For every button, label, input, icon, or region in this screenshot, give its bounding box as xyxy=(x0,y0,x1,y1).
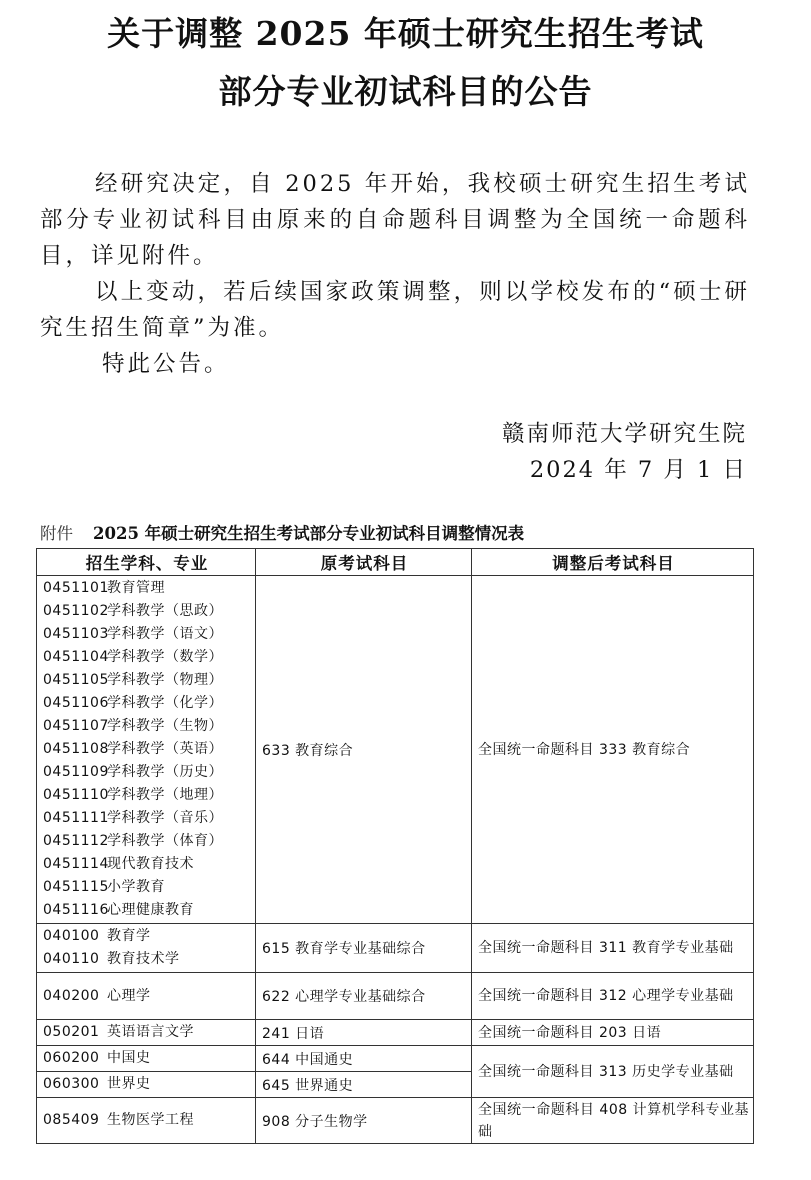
adjusted-subject-cell: 全国统一命题科目 408 计算机学科专业基础 xyxy=(472,1098,754,1144)
paragraph-policy-note: 以上变动，若后续国家政策调整，则以学校发布的“硕士研究生招生简章”为准。 xyxy=(40,279,750,341)
original-subject-cell: 622 心理学专业基础综合 xyxy=(256,973,472,1020)
major-item: 0451101教育管理 xyxy=(43,580,165,596)
adjusted-subject-cell: 全国统一命题科目 333 教育综合 xyxy=(472,576,754,924)
major-list xyxy=(37,576,256,924)
major-item: 0451111学科教学（音乐） xyxy=(43,810,223,826)
header-adjusted-subject: 调整后考试科目 xyxy=(472,549,754,576)
announcement-title-line-2: 部分专业初试科目的公告 xyxy=(218,72,593,111)
original-subject-cell: 615 教育学专业基础综合 xyxy=(256,924,472,973)
original-subject-cell: 644 中国通史 xyxy=(256,1046,472,1072)
major-item: 040100 教育学 xyxy=(43,928,151,944)
attachment-caption xyxy=(40,522,770,546)
major-cell xyxy=(37,1020,256,1046)
subject-adjustment-table xyxy=(36,548,754,1144)
paragraph-closing: 特此公告。 xyxy=(102,351,230,377)
major-item: 060200 中国史 xyxy=(43,1050,151,1066)
original-subject-cell: 645 世界通史 xyxy=(256,1072,472,1098)
adjusted-subject-cell: 全国统一命题科目 312 心理学专业基础 xyxy=(472,973,754,1020)
table-row xyxy=(37,576,754,924)
table-row xyxy=(37,973,754,1020)
announcement-title-line-1: 关于调整 2025 年硕士研究生招生考试 xyxy=(107,14,704,53)
original-subject-cell: 908 分子生物学 xyxy=(256,1098,472,1144)
adjusted-subject-cell: 全国统一命题科目 313 历史学专业基础 xyxy=(472,1046,754,1098)
original-subject-cell: 241 日语 xyxy=(256,1020,472,1046)
major-item: 0451114现代教育技术 xyxy=(43,856,194,872)
major-item: 060300 世界史 xyxy=(43,1076,151,1092)
paragraph-decision: 经研究决定，自 2025 年开始，我校硕士研究生招生考试部分专业初试科目由原来的自命题科目调整为全国统一命题科目，详见附件。 xyxy=(40,171,750,269)
major-item: 0451102学科教学（思政） xyxy=(43,603,223,619)
major-cell xyxy=(37,1072,256,1098)
header-major: 招生学科、专业 xyxy=(37,549,256,576)
major-item: 0451112学科教学（体育） xyxy=(43,833,223,849)
table-row xyxy=(37,1098,754,1144)
original-subject-cell: 633 教育综合 xyxy=(256,576,472,924)
major-item: 085409 生物医学工程 xyxy=(43,1112,194,1128)
major-cell xyxy=(37,1098,256,1144)
adjusted-subject-cell: 全国统一命题科目 203 日语 xyxy=(472,1020,754,1046)
major-item: 0451104学科教学（数学） xyxy=(43,649,223,665)
major-item: 050201 英语语言文学 xyxy=(43,1024,194,1040)
adjusted-subject-cell: 全国统一命题科目 311 教育学专业基础 xyxy=(472,924,754,973)
major-list xyxy=(37,924,256,973)
major-item: 040200 心理学 xyxy=(43,987,151,1004)
table-row xyxy=(37,1046,754,1072)
table-row xyxy=(37,1020,754,1046)
signature-date: 2024 年 7 月 1 日 xyxy=(529,457,747,483)
major-item: 0451110学科教学（地理） xyxy=(43,787,223,803)
major-item: 0451109学科教学（历史） xyxy=(43,764,223,780)
table-header-row xyxy=(37,549,754,576)
major-item: 0451116心理健康教育 xyxy=(43,902,194,918)
attachment-title: 2025 年硕士研究生招生考试部分专业初试科目调整情况表 xyxy=(93,524,525,543)
major-item: 040110 教育技术学 xyxy=(43,951,180,967)
major-item: 0451106学科教学（化学） xyxy=(43,695,223,711)
major-item: 0451105学科教学（物理） xyxy=(43,672,223,688)
header-original-subject: 原考试科目 xyxy=(256,549,472,576)
attachment-prefix: 附件 xyxy=(40,524,73,543)
major-item: 0451108学科教学（英语） xyxy=(43,741,223,757)
signature-organization: 赣南师范大学研究生院 xyxy=(501,421,747,447)
major-item: 0451107学科教学（生物） xyxy=(43,718,223,734)
table-row xyxy=(37,924,754,973)
major-item: 0451115小学教育 xyxy=(43,879,165,895)
major-cell xyxy=(37,973,256,1020)
major-item: 0451103学科教学（语文） xyxy=(43,626,223,642)
major-cell xyxy=(37,1046,256,1072)
